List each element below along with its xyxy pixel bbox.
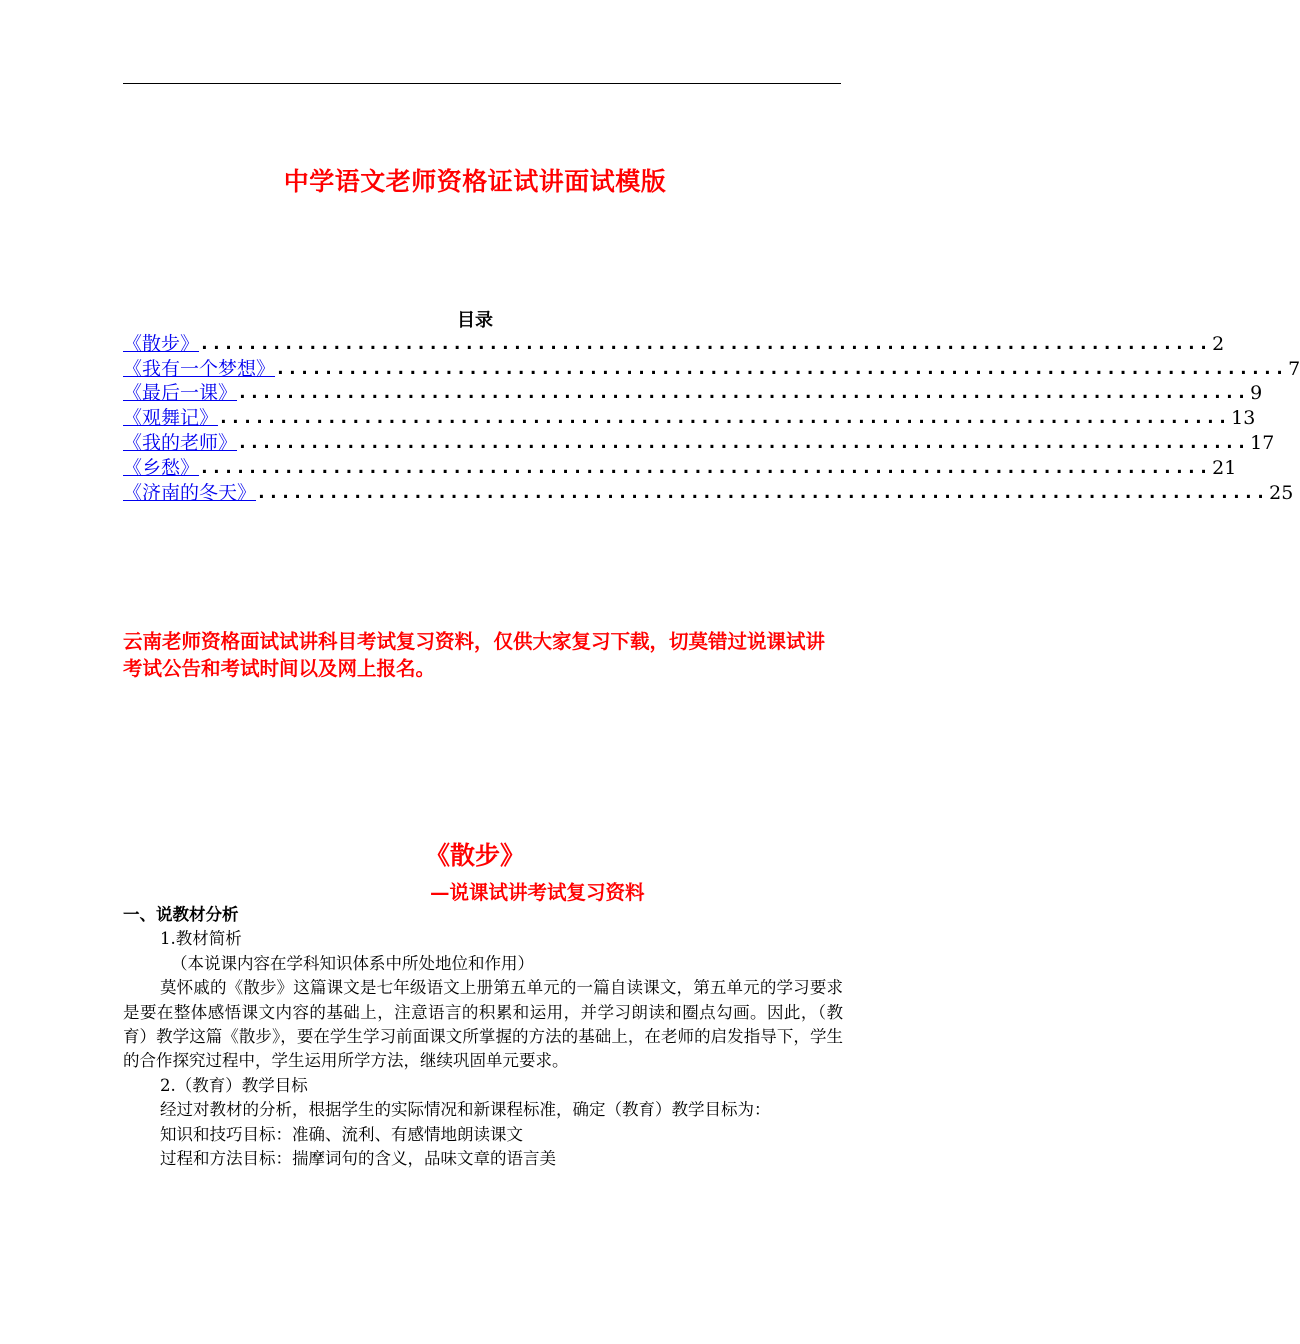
section-subtitle: —说课试讲考试复习资料 [430, 881, 645, 904]
toc-entry[interactable] [123, 480, 1294, 505]
paragraph: 经过对教材的分析，根据学生的实际情况和新课程标准，确定（教育）教学目标为： [160, 1100, 771, 1120]
toc-page-number: 17 [1250, 431, 1275, 454]
toc-link[interactable]: 《散步》 [123, 332, 200, 355]
toc-heading: 目录 [457, 310, 493, 331]
toc-link[interactable]: 《最后一课》 [123, 382, 238, 405]
toc-link[interactable]: 《济南的冬天》 [123, 481, 257, 504]
toc-page-number: 21 [1212, 456, 1237, 479]
toc-page-number: 13 [1231, 407, 1256, 430]
toc-page-number: 7 [1288, 357, 1300, 380]
goal-item: 过程和方法目标：揣摩词句的含义，品味文章的语言美 [160, 1149, 556, 1169]
section-title: 《散步》 [424, 841, 525, 870]
toc-link[interactable]: 《我的老师》 [123, 431, 238, 454]
toc-leader: .................................................................................... [218, 407, 1230, 429]
heading-textbook-analysis: 一、说教材分析 [123, 906, 239, 924]
toc-page-number: 25 [1269, 481, 1294, 504]
toc-leader: .................................................................................... [237, 382, 1249, 404]
toc-entry[interactable] [123, 331, 1225, 356]
toc-entry[interactable] [123, 356, 1300, 381]
paragraph: 莫怀戚的《散步》这篇课文是七年级语文上册第五单元的一篇自读课文，第五单元的学习要求是要在整体感悟课文内容的基础上，注意语言的积累和运用，并学习朗读和圈点勾画。因此，（教育）教学这篇《散步》，要在学生学习前面课文所掌握的方法的基础上，在老师的启发指导下，学生的合作探究过程中，学生运用所学方法，继续巩固单元要求。 [123, 978, 843, 1071]
document-title: 中学语文老师资格证试讲面试模版 [283, 167, 667, 196]
toc-entry[interactable] [123, 381, 1263, 406]
header-rule [123, 83, 841, 84]
toc-page-number: 2 [1212, 332, 1225, 355]
toc-page-number: 9 [1250, 382, 1263, 405]
toc-entry[interactable] [123, 405, 1256, 430]
toc-leader: .................................................................................... [199, 456, 1211, 478]
subheading-textbook-brief: 1.教材简析 [160, 929, 242, 949]
notice-text: 云南老师资格面试试讲科目考试复习资料，仅供大家复习下载，切莫错过说课试讲考试公告和考试时间以及网上报名。 [123, 630, 826, 680]
toc-link[interactable]: 《乡愁》 [123, 456, 200, 479]
goal-item: 知识和技巧目标：准确、流利、有感情地朗读课文 [160, 1124, 523, 1144]
toc-leader: .................................................................................... [199, 332, 1211, 354]
toc-link[interactable]: 《观舞记》 [123, 407, 219, 430]
table-of-contents [123, 331, 1300, 505]
toc-entry[interactable] [123, 455, 1237, 480]
toc-leader: .................................................................................... [256, 481, 1268, 503]
toc-leader: .................................................................................... [237, 431, 1249, 453]
section-body [123, 903, 843, 1171]
toc-leader: .................................................................................... [275, 357, 1287, 379]
toc-entry[interactable] [123, 430, 1275, 455]
subheading-teaching-goals: 2.（教育）教学目标 [160, 1075, 308, 1095]
toc-link[interactable]: 《我有一个梦想》 [123, 357, 276, 380]
note-text: （本说课内容在学科知识体系中所处地位和作用） [171, 953, 534, 973]
